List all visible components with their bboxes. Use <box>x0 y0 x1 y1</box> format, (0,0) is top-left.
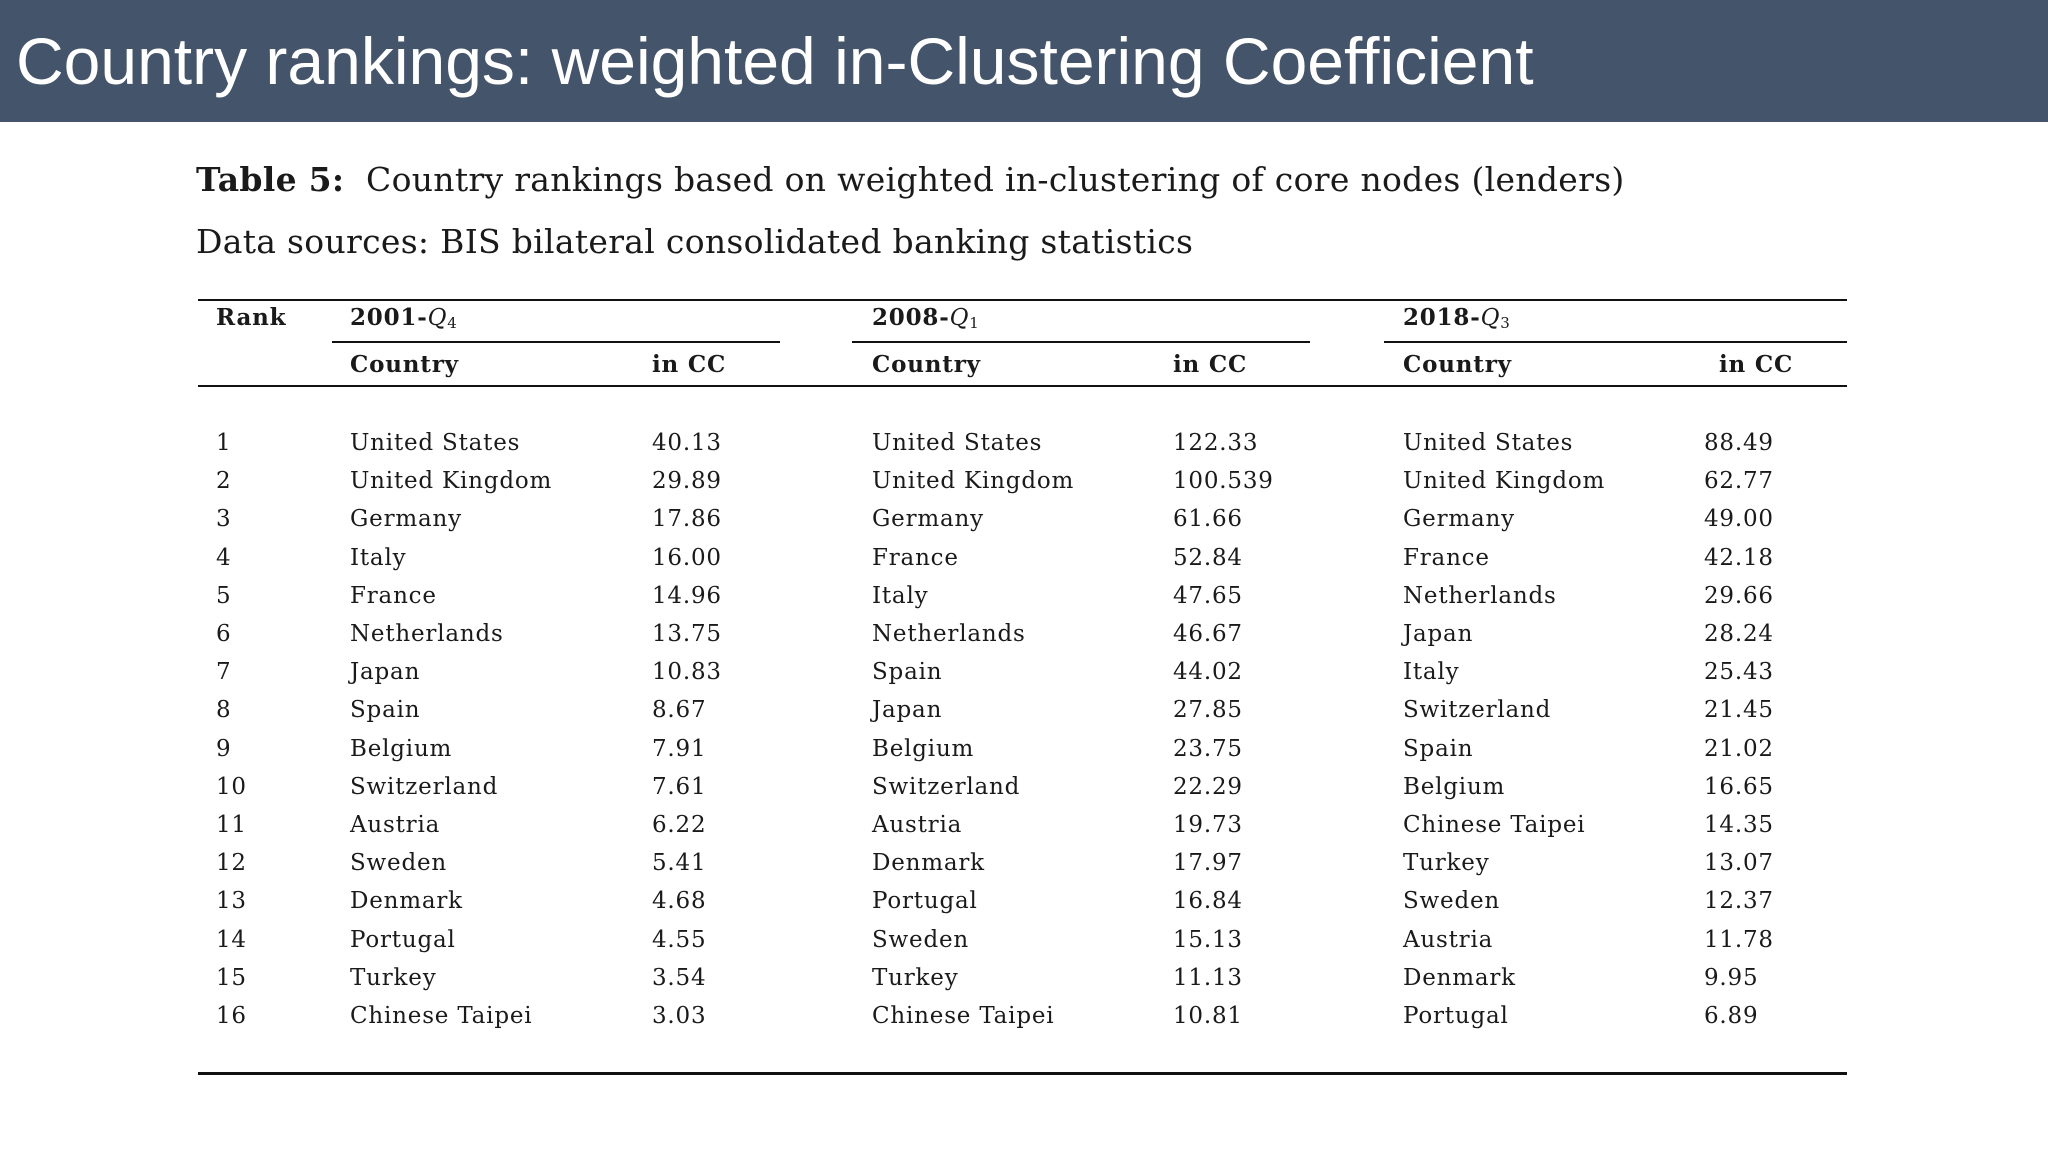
country-cell-2001: Germany <box>350 506 462 533</box>
country-cell-2008: Sweden <box>872 926 970 953</box>
value-header-2008: in CC <box>1173 351 1248 378</box>
rank-cell: 11 <box>216 812 247 838</box>
country-cell-2001: Japan <box>350 659 421 686</box>
value-cell-2018: 21.45 <box>1704 697 1774 724</box>
value-cell-2008: 27.85 <box>1173 697 1243 724</box>
value-cell-2001: 6.22 <box>652 812 707 838</box>
country-cell-2008: Germany <box>872 506 984 533</box>
value-header-2018: in CC <box>1719 351 1794 378</box>
country-cell-2001: Austria <box>350 812 441 838</box>
country-cell-2018: United Kingdom <box>1403 468 1606 495</box>
table-source: Data sources: BIS bilateral consolidated banking statistics <box>196 222 1194 261</box>
rank-cell: 8 <box>216 697 232 724</box>
value-cell-2018: 28.24 <box>1704 621 1774 647</box>
value-cell-2008: 19.73 <box>1173 812 1243 838</box>
rank-cell: 2 <box>216 468 232 495</box>
rank-cell: 5 <box>216 582 232 609</box>
table-caption-label: Table 5: <box>196 160 345 199</box>
value-cell-2001: 5.41 <box>652 850 707 877</box>
country-cell-2018: Netherlands <box>1403 582 1557 609</box>
value-cell-2008: 47.65 <box>1173 582 1243 609</box>
country-cell-2008: Austria <box>872 812 963 838</box>
country-cell-2018: Belgium <box>1403 773 1506 800</box>
value-cell-2008: 17.97 <box>1173 850 1243 877</box>
value-cell-2018: 62.77 <box>1704 468 1774 495</box>
period-quarter: Q <box>427 305 448 331</box>
country-header-2018: Country <box>1403 351 1512 378</box>
header-bottom-rule <box>198 385 1847 387</box>
country-cell-2008: Japan <box>872 697 943 724</box>
rank-header: Rank <box>216 304 287 331</box>
table-caption-text: Country rankings based on weighted in-clustering of core nodes (lenders) <box>366 160 1625 199</box>
period-rule-2018 <box>1384 341 1847 343</box>
country-cell-2008: Portugal <box>872 888 978 915</box>
value-cell-2018: 21.02 <box>1704 735 1774 762</box>
country-cell-2018: Japan <box>1403 621 1474 647</box>
value-cell-2001: 40.13 <box>652 430 722 456</box>
country-cell-2018: Turkey <box>1403 850 1490 877</box>
country-cell-2001: Spain <box>350 697 421 724</box>
value-cell-2018: 25.43 <box>1704 659 1774 686</box>
country-cell-2008: Spain <box>872 659 943 686</box>
rank-cell: 14 <box>216 926 247 953</box>
value-cell-2008: 11.13 <box>1173 964 1243 991</box>
country-cell-2008: Chinese Taipei <box>872 1003 1055 1029</box>
value-cell-2018: 42.18 <box>1704 544 1774 571</box>
country-cell-2001: United States <box>350 430 521 456</box>
table-caption <box>196 158 1625 202</box>
country-cell-2018: United States <box>1403 430 1574 456</box>
value-cell-2008: 46.67 <box>1173 621 1243 647</box>
country-cell-2008: Denmark <box>872 850 985 877</box>
value-cell-2001: 3.54 <box>652 964 707 991</box>
period-rule-2008 <box>852 341 1310 343</box>
country-cell-2001: France <box>350 582 437 609</box>
country-cell-2001: Italy <box>350 544 407 571</box>
country-cell-2008: Italy <box>872 582 929 609</box>
rank-cell: 12 <box>216 850 247 877</box>
period-quarter: Q <box>949 305 970 331</box>
rank-cell: 13 <box>216 888 247 915</box>
value-cell-2018: 13.07 <box>1704 850 1774 877</box>
rank-cell: 3 <box>216 506 232 533</box>
value-cell-2018: 6.89 <box>1704 1003 1759 1029</box>
period-quarter-number: 3 <box>1500 314 1511 332</box>
value-cell-2001: 13.75 <box>652 621 722 647</box>
period-year: 2008- <box>872 304 950 331</box>
value-cell-2008: 22.29 <box>1173 773 1243 800</box>
period-header-2018 <box>1403 303 1511 338</box>
rank-cell: 1 <box>216 430 232 456</box>
value-cell-2018: 14.35 <box>1704 812 1774 838</box>
value-cell-2001: 29.89 <box>652 468 722 495</box>
country-cell-2001: United Kingdom <box>350 468 553 495</box>
country-cell-2001: Turkey <box>350 964 437 991</box>
value-cell-2008: 122.33 <box>1173 430 1259 456</box>
country-header-2001: Country <box>350 351 459 378</box>
value-cell-2008: 52.84 <box>1173 544 1243 571</box>
country-cell-2008: France <box>872 544 959 571</box>
title-bar <box>0 0 2048 122</box>
value-cell-2008: 100.539 <box>1173 468 1274 495</box>
value-cell-2018: 9.95 <box>1704 964 1759 991</box>
country-cell-2018: Portugal <box>1403 1003 1509 1029</box>
period-quarter-number: 1 <box>969 314 980 332</box>
value-cell-2018: 16.65 <box>1704 773 1774 800</box>
country-cell-2001: Netherlands <box>350 621 504 647</box>
value-cell-2008: 10.81 <box>1173 1003 1243 1029</box>
rank-cell: 4 <box>216 544 232 571</box>
value-cell-2001: 4.55 <box>652 926 707 953</box>
country-header-2008: Country <box>872 351 981 378</box>
period-quarter-number: 4 <box>447 314 458 332</box>
country-cell-2001: Denmark <box>350 888 463 915</box>
value-cell-2001: 14.96 <box>652 582 722 609</box>
value-cell-2018: 29.66 <box>1704 582 1774 609</box>
country-cell-2018: France <box>1403 544 1490 571</box>
table-bottom-rule <box>198 1072 1847 1075</box>
value-cell-2018: 11.78 <box>1704 926 1774 953</box>
value-cell-2018: 49.00 <box>1704 506 1774 533</box>
period-year: 2018- <box>1403 304 1481 331</box>
value-cell-2001: 17.86 <box>652 506 722 533</box>
country-cell-2001: Switzerland <box>350 773 499 800</box>
slide-title: Country rankings: weighted in-Clustering Coefficient <box>16 24 1534 98</box>
country-cell-2018: Italy <box>1403 659 1460 686</box>
country-cell-2018: Spain <box>1403 735 1474 762</box>
country-cell-2008: United States <box>872 430 1043 456</box>
rank-cell: 7 <box>216 659 232 686</box>
value-cell-2018: 88.49 <box>1704 430 1774 456</box>
rank-cell: 6 <box>216 621 232 647</box>
period-header-2001 <box>350 303 458 338</box>
rank-cell: 15 <box>216 964 247 991</box>
value-cell-2008: 61.66 <box>1173 506 1243 533</box>
value-cell-2001: 4.68 <box>652 888 707 915</box>
rank-cell: 10 <box>216 773 247 800</box>
rank-cell: 16 <box>216 1003 247 1029</box>
value-cell-2001: 10.83 <box>652 659 722 686</box>
value-cell-2008: 23.75 <box>1173 735 1243 762</box>
value-cell-2001: 8.67 <box>652 697 707 724</box>
value-cell-2008: 16.84 <box>1173 888 1243 915</box>
country-cell-2001: Sweden <box>350 850 448 877</box>
country-cell-2008: United Kingdom <box>872 468 1075 495</box>
country-cell-2001: Belgium <box>350 735 453 762</box>
country-cell-2018: Chinese Taipei <box>1403 812 1586 838</box>
country-cell-2008: Netherlands <box>872 621 1026 647</box>
country-cell-2001: Chinese Taipei <box>350 1003 533 1029</box>
table-top-rule <box>198 299 1847 301</box>
country-cell-2008: Turkey <box>872 964 959 991</box>
value-cell-2001: 7.91 <box>652 735 707 762</box>
country-cell-2008: Belgium <box>872 735 975 762</box>
value-header-2001: in CC <box>652 351 727 378</box>
period-quarter: Q <box>1480 305 1501 331</box>
value-cell-2001: 7.61 <box>652 773 707 800</box>
value-cell-2001: 16.00 <box>652 544 722 571</box>
country-cell-2018: Denmark <box>1403 964 1516 991</box>
country-cell-2001: Portugal <box>350 926 456 953</box>
value-cell-2018: 12.37 <box>1704 888 1774 915</box>
period-year: 2001- <box>350 304 428 331</box>
period-rule-2001 <box>332 341 780 343</box>
country-cell-2018: Sweden <box>1403 888 1501 915</box>
rank-cell: 9 <box>216 735 232 762</box>
country-cell-2018: Austria <box>1403 926 1494 953</box>
country-cell-2008: Switzerland <box>872 773 1021 800</box>
value-cell-2001: 3.03 <box>652 1003 707 1029</box>
country-cell-2018: Switzerland <box>1403 697 1552 724</box>
value-cell-2008: 15.13 <box>1173 926 1243 953</box>
period-header-2008 <box>872 303 980 338</box>
value-cell-2008: 44.02 <box>1173 659 1243 686</box>
country-cell-2018: Germany <box>1403 506 1515 533</box>
